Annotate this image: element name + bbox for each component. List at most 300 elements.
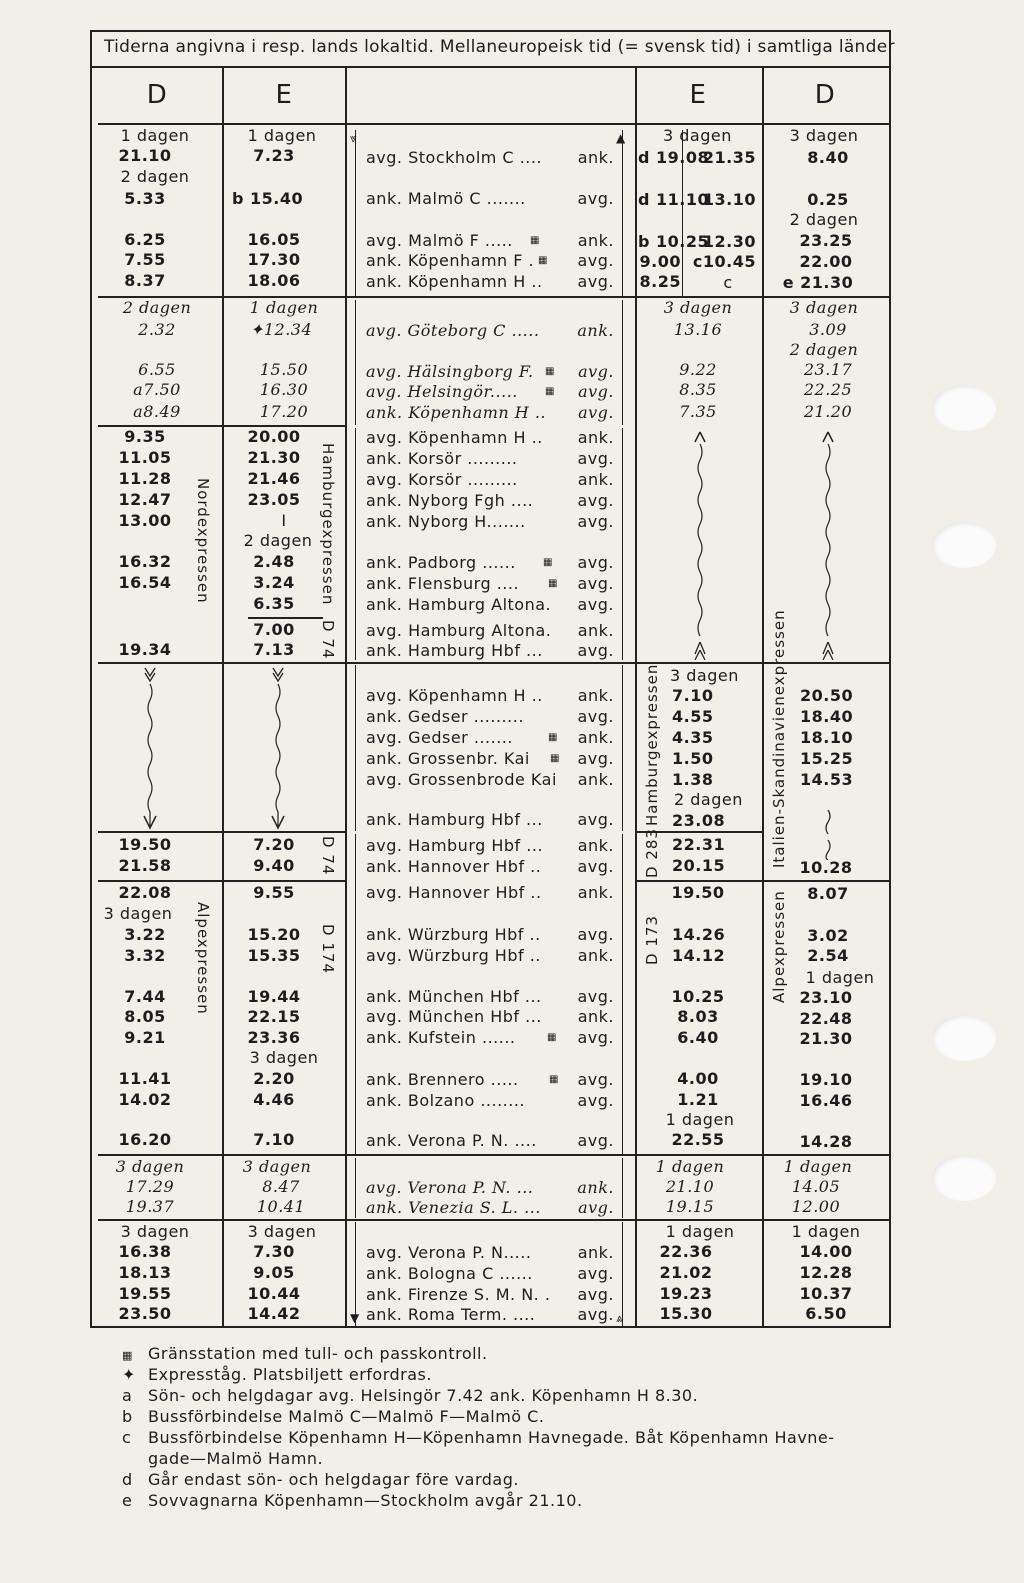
cell: 8.05 xyxy=(124,1007,166,1026)
cell: 18.13 xyxy=(118,1263,172,1282)
binder-hole xyxy=(932,1015,996,1061)
dir: ank. xyxy=(577,1178,614,1197)
cell: 2 dagen xyxy=(789,340,859,359)
cell: I xyxy=(281,511,287,530)
cell: 23.10 xyxy=(799,988,853,1007)
cell: 22.31 xyxy=(672,835,726,854)
customs-icon: ▦ xyxy=(545,386,555,397)
cell: 23.36 xyxy=(247,1028,301,1047)
station: ank. München Hbf ... xyxy=(366,987,542,1006)
cell: 12.34 xyxy=(263,320,313,339)
station: ank. Grossenbr. Kai xyxy=(366,749,530,768)
dir: avg. xyxy=(577,641,614,660)
dir: avg. xyxy=(577,251,614,270)
cell: 12.00 xyxy=(791,1197,841,1216)
route-line xyxy=(622,130,623,296)
cell: 19.34 xyxy=(118,640,172,659)
station: ank. Köpenhamn H .. xyxy=(366,403,546,422)
cell: 19.44 xyxy=(247,987,301,1006)
cell: 16.46 xyxy=(799,1091,853,1110)
station: avg. Würzburg Hbf .. xyxy=(366,946,541,965)
cell: 13.16 xyxy=(673,320,723,339)
section-rule xyxy=(98,296,889,298)
dir: avg. xyxy=(577,449,614,468)
cell: 22.15 xyxy=(247,1007,301,1026)
col-head-e-right: E xyxy=(689,80,707,110)
station: avg. Korsör ......... xyxy=(366,470,518,489)
section-rule xyxy=(248,617,323,619)
continuation-line xyxy=(690,430,710,660)
cell: 1 dagen xyxy=(665,1110,735,1129)
legend-item xyxy=(122,1428,835,1448)
table-border-left xyxy=(90,30,92,1328)
arrow-up-icon: ⩓ xyxy=(616,1311,624,1325)
table-border-bottom xyxy=(90,1326,891,1328)
cell: 9.35 xyxy=(124,427,166,446)
cell: 10.28 xyxy=(799,858,853,877)
station: ank. Verona P. N. .... xyxy=(366,1131,537,1150)
section-rule xyxy=(635,880,889,882)
cell: 2 dagen xyxy=(122,298,192,317)
cell: e 21.30 xyxy=(782,273,854,292)
dir: avg. xyxy=(577,553,614,572)
cell: 9.21 xyxy=(124,1028,166,1047)
legend-text: Gränsstation med tull- och passkontroll. xyxy=(148,1344,488,1363)
cell: 7.10 xyxy=(672,686,714,705)
express-icon: ✦ xyxy=(122,1365,136,1384)
cell: 7.35 xyxy=(679,402,717,421)
station: avg. Helsingör..... xyxy=(366,382,518,401)
cell: 3 dagen xyxy=(663,126,732,145)
station: avg. Hamburg Hbf ... xyxy=(366,836,544,855)
table-header: Tiderna angivna i resp. lands lokaltid. Mellaneuropeisk tid (= svensk tid) i samtliga länder xyxy=(104,37,895,57)
dir: avg. xyxy=(577,512,614,531)
cell: 15.50 xyxy=(259,360,309,379)
cell: 7.44 xyxy=(124,987,166,1006)
cell: 11.05 xyxy=(118,448,172,467)
station: ank. Brennero ..... xyxy=(366,1070,519,1089)
train-name-d74: D 74 xyxy=(319,620,337,660)
continuation-line xyxy=(818,808,838,860)
cell: 1 dagen xyxy=(249,298,319,317)
legend-item xyxy=(122,1449,323,1469)
cell: 1.21 xyxy=(677,1090,719,1109)
customs-icon: ▦ xyxy=(548,732,558,743)
train-name-alpexpressen: Alpexpressen xyxy=(770,890,788,1003)
dir: ank. xyxy=(577,231,614,250)
cell: 12.28 xyxy=(799,1263,853,1282)
route-line xyxy=(355,300,356,425)
station: avg. Köpenhamn H .. xyxy=(366,686,543,705)
legend-item xyxy=(122,1344,488,1366)
station: ank. Hamburg Altona. xyxy=(366,595,552,614)
dir: avg. xyxy=(577,1305,614,1324)
train-name-hamburgexpressen: Hamburgexpressen xyxy=(319,443,337,606)
route-line xyxy=(355,834,356,1154)
legend-text: Expresståg. Platsbiljett erfordras. xyxy=(148,1365,432,1384)
dir: avg. xyxy=(577,857,614,876)
station: ank. Korsör ......... xyxy=(366,449,518,468)
cell: 1 dagen xyxy=(655,1157,725,1176)
cell: 20.00 xyxy=(247,427,301,446)
cell: 18.40 xyxy=(800,707,854,726)
route-line xyxy=(355,130,356,296)
col-sep-3 xyxy=(635,66,637,1326)
train-name-nordexpressen: Nordexpressen xyxy=(194,478,212,604)
continuation-line xyxy=(268,666,288,831)
dir: ank. xyxy=(577,321,614,340)
station: ank. Hamburg Hbf ... xyxy=(366,641,543,660)
cell: 23.25 xyxy=(799,231,853,250)
customs-icon: ▦ xyxy=(543,557,553,568)
cell: 6.35 xyxy=(253,594,295,613)
cell: 21.10 xyxy=(118,146,172,165)
cell: 3 dagen xyxy=(120,1222,190,1241)
cell: 22.00 xyxy=(799,252,853,271)
station: ank. Hannover Hbf .. xyxy=(366,857,542,876)
cell: 2 dagen xyxy=(674,790,743,809)
cell: 3 dagen xyxy=(242,1157,312,1176)
customs-icon: ▦ xyxy=(545,366,555,377)
cell: 7.20 xyxy=(253,835,295,854)
cell: 8.47 xyxy=(262,1177,300,1196)
dir: ank. xyxy=(577,1243,614,1262)
customs-icon: ▦ xyxy=(122,1349,133,1362)
cell: 23.08 xyxy=(672,811,726,830)
dir: ank. xyxy=(577,946,614,965)
cell: 8.40 xyxy=(807,148,849,167)
cell: 12.30 xyxy=(702,232,756,251)
cell: 16.20 xyxy=(118,1130,172,1149)
cell: 6.25 xyxy=(124,230,166,249)
customs-icon: ▦ xyxy=(530,235,540,246)
cell: 7.00 xyxy=(253,620,295,639)
cell: 7.55 xyxy=(124,250,166,269)
station: avg. Hälsingborg F. xyxy=(366,362,534,381)
cell: 19.15 xyxy=(665,1197,715,1216)
cell: 7.10 xyxy=(253,1130,295,1149)
legend-key: a xyxy=(122,1386,133,1405)
cell: 1 dagen xyxy=(783,1157,853,1176)
dir: avg. xyxy=(577,1091,614,1110)
cell: 22.55 xyxy=(671,1130,725,1149)
station: avg. Verona P. N..... xyxy=(366,1243,532,1262)
arrow-down-icon: ▼ xyxy=(350,1311,360,1325)
cell: 1 dagen xyxy=(120,126,190,145)
cell: 5.33 xyxy=(124,189,166,208)
station: ank. Nyborg Fgh .... xyxy=(366,491,534,510)
cell: 1.50 xyxy=(672,749,714,768)
dir: avg. xyxy=(577,1028,614,1047)
cell: 21.35 xyxy=(702,148,756,167)
cell: 22.08 xyxy=(118,883,172,902)
route-line xyxy=(622,300,623,425)
col-head-d-right: D xyxy=(814,80,836,110)
cell: 2 dagen xyxy=(243,531,313,550)
dir: avg. xyxy=(578,403,614,422)
dir: avg. xyxy=(577,1131,614,1150)
cell: 2.54 xyxy=(807,946,849,965)
cell: 3 dagen xyxy=(789,126,859,145)
cell: 7.30 xyxy=(253,1242,295,1261)
col-sep-2 xyxy=(345,66,347,1326)
cell: 0.25 xyxy=(807,190,849,209)
cell: 17.30 xyxy=(247,250,301,269)
legend-key: c xyxy=(122,1428,132,1447)
cell: 10.44 xyxy=(247,1284,301,1303)
cell: 3 dagen xyxy=(103,904,173,923)
dir: avg. xyxy=(577,272,614,291)
cell: 11.28 xyxy=(118,469,172,488)
cell: 15.20 xyxy=(247,925,301,944)
dir: ank. xyxy=(577,470,614,489)
customs-icon: ▦ xyxy=(549,1074,559,1085)
station: ank. Bolzano ........ xyxy=(366,1091,525,1110)
station: avg. Hannover Hbf .. xyxy=(366,883,542,902)
table-border-right xyxy=(889,30,891,1328)
cell: d 19.08 xyxy=(638,148,710,167)
cell: 3 dagen xyxy=(247,1222,317,1241)
legend-item xyxy=(122,1365,432,1385)
cell: 21.30 xyxy=(247,448,301,467)
route-line xyxy=(622,428,623,660)
section-rule xyxy=(98,880,346,882)
cell: 3.32 xyxy=(124,946,166,965)
cell: 14.28 xyxy=(799,1132,853,1151)
cell: 4.00 xyxy=(677,1069,719,1088)
station: avg. Verona P. N. ... xyxy=(366,1178,534,1197)
train-name-italien-skandinavienexpressen: Italien-Skandinavienexpressen xyxy=(770,609,788,868)
cell: b 10.25 xyxy=(638,232,710,251)
col-head-e-left: E xyxy=(275,80,293,110)
station: ank. Flensburg .... xyxy=(366,574,520,593)
legend-key: e xyxy=(122,1491,133,1510)
legend-item xyxy=(122,1407,544,1427)
cell: c10.45 xyxy=(692,252,756,271)
cell: 10.25 xyxy=(671,987,725,1006)
station: avg. Köpenhamn H .. xyxy=(366,428,543,447)
train-name-d283: D 283 xyxy=(643,828,661,878)
legend-key: d xyxy=(122,1470,133,1489)
station: avg. Grossenbrode Kai xyxy=(366,770,557,789)
cell: 14.02 xyxy=(118,1090,172,1109)
section-rule xyxy=(98,831,346,833)
route-line xyxy=(355,1158,356,1218)
customs-icon: ▦ xyxy=(550,753,560,764)
customs-icon: ▦ xyxy=(548,578,558,589)
cell: 23.50 xyxy=(118,1304,172,1323)
dir: avg. xyxy=(577,595,614,614)
arrow-up-icon: ▲ xyxy=(616,131,626,145)
dir: avg. xyxy=(578,382,614,401)
legend-item xyxy=(122,1470,519,1490)
binder-hole xyxy=(932,1155,996,1201)
route-line xyxy=(622,1158,623,1218)
cell: 21.46 xyxy=(247,469,301,488)
cell: 19.55 xyxy=(118,1284,172,1303)
cell: 13.10 xyxy=(702,190,756,209)
dir: ank. xyxy=(577,686,614,705)
station: ank. Bologna C ...... xyxy=(366,1264,533,1283)
dir: avg. xyxy=(577,1264,614,1283)
cell: a7.50 xyxy=(133,380,181,399)
legend-text: Bussförbindelse Köpenhamn H—Köpenhamn Havnegade. Båt Köpenhamn Havne- xyxy=(148,1428,835,1447)
cell: 23.17 xyxy=(803,360,853,379)
cell: 1 dagen xyxy=(665,1222,735,1241)
cell: b 15.40 xyxy=(232,189,304,208)
cell: 3.09 xyxy=(809,320,847,339)
dir: avg. xyxy=(577,749,614,768)
cell: 23.05 xyxy=(247,490,301,509)
arrow-down-icon: ⩔ xyxy=(350,131,358,145)
train-name-d74: D 74 xyxy=(319,836,337,876)
cell: 6.50 xyxy=(805,1304,847,1323)
legend-item xyxy=(122,1386,698,1406)
dir: avg. xyxy=(577,189,614,208)
train-name-d174: D 174 xyxy=(319,924,337,974)
station: avg. Gedser ....... xyxy=(366,728,513,747)
customs-icon: ▦ xyxy=(547,1032,557,1043)
station: ank. Malmö C ....... xyxy=(366,189,526,208)
cell: 8.37 xyxy=(124,271,166,290)
dir: ank. xyxy=(577,148,614,167)
station: ank. Köpenhamn H .. xyxy=(366,272,543,291)
columns-rule xyxy=(98,123,889,125)
station: ank. Roma Term. .... xyxy=(366,1305,536,1324)
cell: 15.25 xyxy=(800,749,854,768)
dir: avg. xyxy=(578,362,614,381)
cell: 16.54 xyxy=(118,573,172,592)
cell: 7.13 xyxy=(253,640,295,659)
legend-item xyxy=(122,1491,583,1511)
binder-hole xyxy=(932,385,996,431)
dir: avg. xyxy=(577,987,614,1006)
cell: 1 dagen xyxy=(791,1222,861,1241)
cell: 9.55 xyxy=(253,883,295,902)
cell: 19.50 xyxy=(118,835,172,854)
col-sep-1 xyxy=(222,66,224,1326)
station: ank. Hamburg Hbf ... xyxy=(366,810,543,829)
dir: avg. xyxy=(577,925,614,944)
cell: 2.32 xyxy=(138,320,176,339)
cell: 17.29 xyxy=(125,1177,175,1196)
cell: 8.25 xyxy=(639,272,681,291)
route-line xyxy=(355,428,356,660)
cell: 3 dagen xyxy=(670,666,739,685)
cell: 8.03 xyxy=(677,1007,719,1026)
cell: 21.20 xyxy=(803,402,853,421)
cell: 2 dagen xyxy=(120,167,190,186)
dir: ank. xyxy=(577,428,614,447)
cell: 13.00 xyxy=(118,511,172,530)
cell: c xyxy=(723,273,733,292)
cell: 15.30 xyxy=(659,1304,713,1323)
station: ank. Venezia S. L. ... xyxy=(366,1198,541,1217)
cell: 14.53 xyxy=(800,770,854,789)
cell: 1.38 xyxy=(672,770,714,789)
dir: ank. xyxy=(577,1007,614,1026)
legend-text: Sön- och helgdagar avg. Helsingör 7.42 ank. Köpenhamn H 8.30. xyxy=(148,1386,699,1405)
cell: 16.30 xyxy=(259,380,309,399)
cell: 9.05 xyxy=(253,1263,295,1282)
cell: 3 dagen xyxy=(249,1048,319,1067)
cell: 17.20 xyxy=(259,402,309,421)
cell: 19.37 xyxy=(125,1197,175,1216)
binder-hole xyxy=(932,522,996,568)
dir: ank. xyxy=(577,883,614,902)
cell: 3 dagen xyxy=(789,298,859,317)
cell: 6.55 xyxy=(138,360,176,379)
cell: 16.32 xyxy=(118,552,172,571)
train-name-d173: D 173 xyxy=(643,915,661,965)
cell: 22.25 xyxy=(803,380,853,399)
station: ank. Köpenhamn F . xyxy=(366,251,535,270)
cell: 16.38 xyxy=(118,1242,172,1261)
cell: 9.22 xyxy=(679,360,717,379)
legend-text: Bussförbindelse Malmö C—Malmö F—Malmö C. xyxy=(148,1407,545,1426)
cell: 21.10 xyxy=(665,1177,715,1196)
cell: 14.42 xyxy=(247,1304,301,1323)
cell: 11.41 xyxy=(118,1069,172,1088)
cell: 2.20 xyxy=(253,1069,295,1088)
cell: 12.47 xyxy=(118,490,172,509)
dir: ank. xyxy=(577,728,614,747)
dir: ank. xyxy=(577,770,614,789)
continuation-line xyxy=(818,430,838,660)
continuation-line xyxy=(140,666,160,831)
cell: 15.35 xyxy=(247,946,301,965)
dir: ank. xyxy=(577,836,614,855)
cell: 2.48 xyxy=(253,552,295,571)
cell: 16.05 xyxy=(247,230,301,249)
cell: 1 dagen xyxy=(805,968,875,987)
cell: 3.22 xyxy=(124,925,166,944)
cell: 8.07 xyxy=(807,884,849,903)
station: ank. Nyborg H....... xyxy=(366,512,526,531)
cell: 14.00 xyxy=(799,1242,853,1261)
cell: 19.10 xyxy=(799,1070,853,1089)
station: avg. Stockholm C .... xyxy=(366,148,543,167)
dir: avg. xyxy=(578,1198,614,1217)
cell: 20.15 xyxy=(672,856,726,875)
cell: 9.00 xyxy=(639,252,681,271)
legend-key: b xyxy=(122,1407,133,1426)
station: ank. Firenze S. M. N. . xyxy=(366,1285,551,1304)
col-sep-4 xyxy=(762,66,764,1326)
cell: 2 dagen xyxy=(789,210,859,229)
dir: avg. xyxy=(577,574,614,593)
cell: 8.35 xyxy=(679,380,717,399)
cell: 14.12 xyxy=(672,946,726,965)
cell: 3.24 xyxy=(253,573,295,592)
dir: avg. xyxy=(577,1285,614,1304)
cell: 7.23 xyxy=(253,146,295,165)
station: avg. Hamburg Altona. xyxy=(366,621,552,640)
cell: 10.41 xyxy=(256,1197,306,1216)
dir: avg. xyxy=(577,707,614,726)
dir: ank. xyxy=(577,621,614,640)
legend-text: Sovvagnarna Köpenhamn—Stockholm avgår 21.10. xyxy=(148,1491,583,1510)
route-line xyxy=(622,665,623,831)
table-border-top xyxy=(90,30,891,32)
station: avg. Göteborg C ..... xyxy=(366,321,540,340)
station: ank. Kufstein ...... xyxy=(366,1028,516,1047)
customs-icon: ▦ xyxy=(538,255,548,266)
station: ank. Gedser ......... xyxy=(366,707,524,726)
dir: avg. xyxy=(577,810,614,829)
cell: 14.26 xyxy=(672,925,726,944)
station: ank. Würzburg Hbf .. xyxy=(366,925,541,944)
